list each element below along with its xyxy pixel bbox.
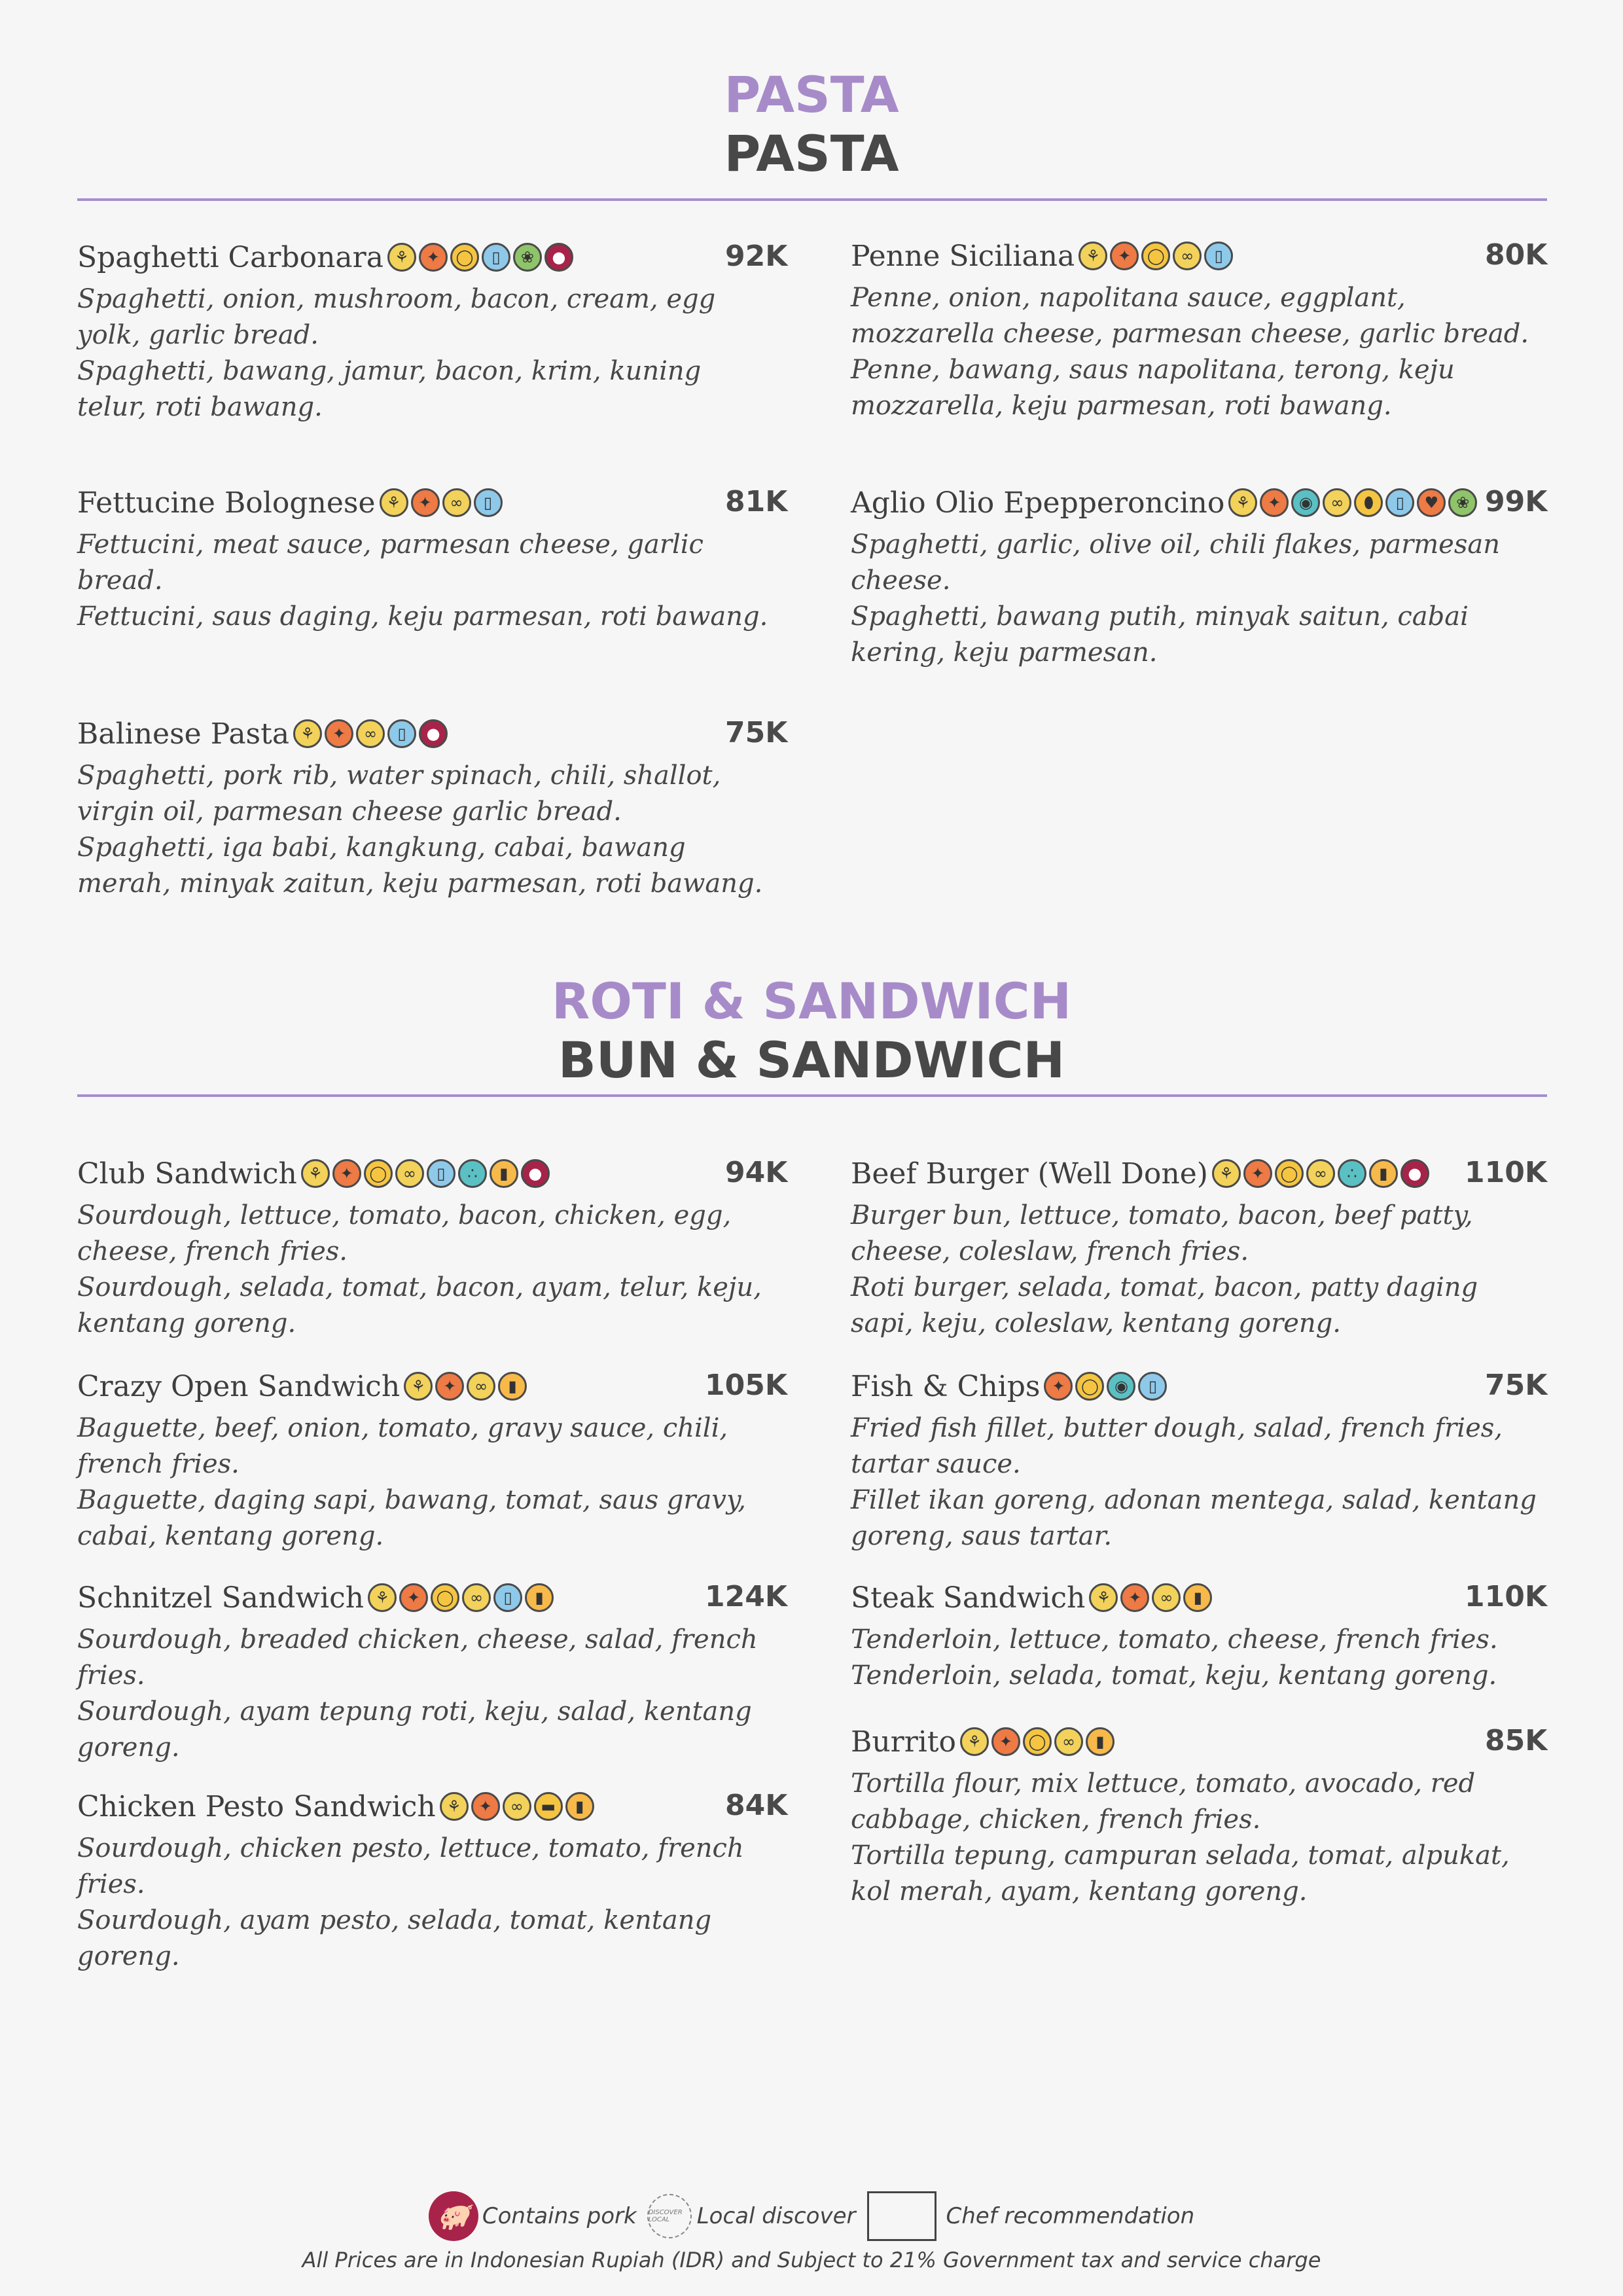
item-description-en: Fettucini, meat sauce, parmesan cheese, garlic bread. — [77, 529, 704, 596]
crustacean-icon: ✦ — [1044, 1372, 1073, 1401]
item-header — [851, 234, 1544, 278]
egg-icon: ◯ — [1141, 242, 1170, 270]
peanut-icon: ∞ — [356, 719, 385, 748]
item-description-en: Spaghetti, garlic, olive oil, chili flakes, parmesan cheese. — [851, 529, 1500, 596]
crustacean-icon: ✦ — [419, 243, 448, 272]
local-badge-text: DISCOVER LOCAL — [648, 2209, 683, 2223]
item-description-en: Burger bun, lettuce, tomato, bacon, beef patty, cheese, coleslaw, french fries. — [851, 1200, 1473, 1266]
item-description-id: Fillet ikan goreng, adonan mentega, salad, kentang goreng, saus tartar. — [851, 1485, 1537, 1551]
item-price: 92K — [725, 240, 788, 273]
mustard-icon: ▮ — [498, 1372, 527, 1401]
item-header — [77, 712, 771, 755]
item-header — [851, 481, 1544, 524]
peanut-icon: ∞ — [442, 488, 471, 517]
section-pasta-heading — [0, 65, 1623, 183]
item-name: Beef Burger (Well Done) — [851, 1157, 1208, 1191]
crustacean-icon: ✦ — [411, 488, 440, 517]
item-description-en: Fried fish fillet, butter dough, salad, french fries, tartar sauce. — [851, 1413, 1503, 1479]
menu-item — [77, 1576, 787, 1766]
item-price: 110K — [1465, 1580, 1547, 1613]
wheat-icon: ⚘ — [293, 719, 322, 748]
menu-item — [77, 236, 788, 425]
pork-icon: ● — [1400, 1159, 1429, 1188]
peanut-icon: ∞ — [462, 1583, 491, 1612]
peanut-icon: ∞ — [467, 1372, 495, 1401]
wheat-icon: ⚘ — [440, 1792, 469, 1821]
menu-item — [851, 234, 1548, 424]
item-price: 81K — [725, 485, 788, 518]
allergen-icons — [1079, 242, 1236, 270]
wheat-icon: ⚘ — [1212, 1159, 1241, 1188]
mustard-icon: ▮ — [525, 1583, 554, 1612]
item-name: Fish & Chips — [851, 1369, 1041, 1403]
pork-icon: ● — [544, 243, 573, 272]
allergen-icons — [293, 719, 450, 748]
item-description-id: Spaghetti, bawang, jamur, bacon, krim, kuning telur, roti bawang. — [77, 356, 702, 422]
legend-local-label: Local discover — [696, 2203, 856, 2229]
crustacean-icon: ✦ — [399, 1583, 428, 1612]
milk-icon: ▯ — [474, 488, 503, 517]
item-name: Schnitzel Sandwich — [77, 1581, 365, 1615]
peanut-icon: ∞ — [1054, 1727, 1083, 1756]
milk-icon: ▯ — [387, 719, 416, 748]
item-description-en: Tortilla flour, mix lettuce, tomato, avocado, red cabbage, chicken, french fries. — [851, 1768, 1476, 1835]
nut-icon: ⬮ — [1354, 488, 1383, 517]
item-price: 105K — [705, 1369, 787, 1402]
egg-icon: ◯ — [450, 243, 479, 272]
item-price: 75K — [725, 716, 788, 749]
wheat-icon: ⚘ — [404, 1372, 433, 1401]
item-name: Chicken Pesto Sandwich — [77, 1789, 436, 1823]
fish-icon: ◉ — [1291, 488, 1320, 517]
item-header — [851, 1576, 1544, 1619]
item-description-id: Baguette, daging sapi, bawang, tomat, saus gravy, cabai, kentang goreng. — [77, 1485, 746, 1551]
section-title-local: ROTI & SANDWICH — [551, 972, 1072, 1030]
legend — [0, 2191, 1623, 2241]
item-header — [77, 1152, 771, 1195]
item-name: Steak Sandwich — [851, 1581, 1086, 1615]
local-discover-icon — [647, 2194, 692, 2238]
allergen-icons — [404, 1372, 529, 1401]
item-name: Spaghetti Carbonara — [77, 240, 383, 274]
item-description-id: Tenderloin, selada, tomat, keju, kentang goreng. — [851, 1660, 1497, 1691]
item-description-id: Fettucini, saus daging, keju parmesan, roti bawang. — [77, 601, 768, 632]
item-name: Fettucine Bolognese — [77, 486, 376, 520]
mustard-icon: ▮ — [565, 1792, 594, 1821]
wheat-icon: ⚘ — [387, 243, 416, 272]
peanut-icon: ∞ — [1323, 488, 1351, 517]
item-description-en: Spaghetti, pork rib, water spinach, chili, shallot, virgin oil, parmesan cheese garlic bread. — [77, 761, 721, 827]
section-divider — [77, 1094, 1547, 1097]
mustard-icon: ▮ — [1086, 1727, 1115, 1756]
menu-item — [77, 712, 788, 902]
item-header — [77, 1785, 771, 1828]
item-header — [851, 1365, 1544, 1408]
crustacean-icon: ✦ — [1260, 488, 1289, 517]
item-name: Penne Siciliana — [851, 239, 1075, 273]
item-description-en: Sourdough, chicken pesto, lettuce, tomato, french fries. — [77, 1833, 744, 1899]
crustacean-icon: ✦ — [471, 1792, 500, 1821]
menu-item — [77, 481, 788, 635]
allergen-icons — [1089, 1583, 1215, 1612]
chef-recommendation-icon — [867, 2191, 936, 2241]
peanut-icon: ∞ — [503, 1792, 531, 1821]
item-price: 84K — [725, 1789, 788, 1822]
milk-icon: ▯ — [1385, 488, 1414, 517]
peanut-icon: ∞ — [395, 1159, 424, 1188]
item-description-id: Sourdough, ayam tepung roti, keju, salad, kentang goreng. — [77, 1696, 752, 1763]
allergen-icons — [1228, 488, 1480, 517]
crustacean-icon: ✦ — [325, 719, 353, 748]
item-name: Balinese Pasta — [77, 717, 290, 751]
milk-icon: ▯ — [1204, 242, 1233, 270]
item-description-id: Sourdough, ayam pesto, selada, tomat, kentang goreng. — [77, 1905, 712, 1971]
item-header — [77, 236, 771, 279]
item-description-en: Sourdough, breaded chicken, cheese, salad, french fries. — [77, 1624, 758, 1691]
menu-item — [851, 1576, 1547, 1694]
item-description-id: Spaghetti, bawang putih, minyak saitun, cabai kering, keju parmesan. — [851, 601, 1469, 668]
soy-icon: ❀ — [1448, 488, 1477, 517]
item-price: 80K — [1485, 238, 1548, 272]
wheat-icon: ⚘ — [368, 1583, 397, 1612]
wheat-icon: ⚘ — [1228, 488, 1257, 517]
milk-icon: ▯ — [493, 1583, 522, 1612]
mustard-icon: ▮ — [1369, 1159, 1398, 1188]
sesame-icon: ∴ — [1338, 1159, 1366, 1188]
wheat-icon: ⚘ — [960, 1727, 989, 1756]
fish-icon: ◉ — [1107, 1372, 1135, 1401]
menu-item — [77, 1365, 787, 1554]
wheat-icon: ⚘ — [301, 1159, 330, 1188]
bread-icon: ▬ — [534, 1792, 563, 1821]
section-sandwich-heading — [0, 972, 1623, 1090]
item-price: 99K — [1485, 485, 1548, 518]
item-header — [851, 1152, 1544, 1195]
egg-icon: ◯ — [431, 1583, 459, 1612]
item-name: Crazy Open Sandwich — [77, 1369, 401, 1403]
allergen-icons — [368, 1583, 556, 1612]
crustacean-icon: ✦ — [991, 1727, 1020, 1756]
section-title-en: PASTA — [724, 124, 899, 183]
item-description-id: Spaghetti, iga babi, kangkung, cabai, bawang merah, minyak zaitun, keju parmesan, roti bawang. — [77, 833, 763, 899]
shellfish-icon: ♥ — [1417, 488, 1446, 517]
egg-icon: ◯ — [1275, 1159, 1304, 1188]
crustacean-icon: ✦ — [435, 1372, 464, 1401]
allergen-icons — [1212, 1159, 1432, 1188]
price-note: All Prices are in Indonesian Rupiah (IDR) and Subject to 21% Government tax and service charge — [302, 2248, 1321, 2272]
item-price: 124K — [705, 1580, 787, 1613]
item-header — [77, 1576, 771, 1619]
crustacean-icon: ✦ — [1110, 242, 1139, 270]
milk-icon: ▯ — [482, 243, 510, 272]
allergen-icons — [440, 1792, 597, 1821]
milk-icon: ▯ — [1138, 1372, 1167, 1401]
allergen-icons — [1044, 1372, 1169, 1401]
peanut-icon: ∞ — [1306, 1159, 1335, 1188]
mustard-icon: ▮ — [1183, 1583, 1212, 1612]
item-description-id: Sourdough, selada, tomat, bacon, ayam, telur, keju, kentang goreng. — [77, 1272, 762, 1338]
pork-icon: ● — [521, 1159, 550, 1188]
item-description-id: Tortilla tepung, campuran selada, tomat, alpukat, kol merah, ayam, kentang goreng. — [851, 1840, 1510, 1907]
wheat-icon: ⚘ — [380, 488, 408, 517]
item-name: Club Sandwich — [77, 1157, 297, 1191]
legend-pork-label: Contains pork — [482, 2203, 637, 2229]
allergen-icons — [380, 488, 505, 517]
item-name: Burrito — [851, 1725, 956, 1759]
wheat-icon: ⚘ — [1089, 1583, 1118, 1612]
section-title-local: PASTA — [724, 65, 899, 124]
item-price: 94K — [725, 1156, 788, 1189]
item-description-id: Penne, bawang, saus napolitana, terong, keju mozzarella, keju parmesan, roti bawang. — [851, 355, 1455, 421]
allergen-icons — [387, 243, 576, 272]
wheat-icon: ⚘ — [1079, 242, 1107, 270]
pork-icon: 🐖 — [429, 2191, 478, 2241]
item-description-id: Roti burger, selada, tomat, bacon, patty daging sapi, keju, coleslaw, kentang goreng. — [851, 1272, 1478, 1338]
item-price: 75K — [1485, 1369, 1548, 1402]
item-header — [77, 1365, 771, 1408]
section-divider — [77, 198, 1547, 201]
crustacean-icon: ✦ — [1120, 1583, 1149, 1612]
section-title-en: BUN & SANDWICH — [558, 1031, 1065, 1089]
menu-item — [77, 1152, 788, 1342]
item-price: 110K — [1465, 1156, 1547, 1189]
peanut-icon: ∞ — [1173, 242, 1202, 270]
egg-icon: ◯ — [1075, 1372, 1104, 1401]
crustacean-icon: ✦ — [1243, 1159, 1272, 1188]
item-description-en: Tenderloin, lettuce, tomato, cheese, french fries. — [851, 1624, 1498, 1655]
item-price: 85K — [1485, 1724, 1548, 1757]
allergen-icons — [960, 1727, 1117, 1756]
item-description-en: Sourdough, lettuce, tomato, bacon, chicken, egg, cheese, french fries. — [77, 1200, 732, 1266]
legend-chef-label: Chef recommendation — [946, 2203, 1195, 2229]
peanut-icon: ∞ — [1152, 1583, 1181, 1612]
menu-item — [851, 481, 1548, 671]
menu-item — [851, 1152, 1547, 1342]
allergen-icons — [301, 1159, 552, 1188]
item-header — [851, 1720, 1544, 1763]
egg-icon: ◯ — [364, 1159, 393, 1188]
soy-icon: ❀ — [513, 243, 542, 272]
item-description-en: Baguette, beef, onion, tomato, gravy sauce, chili, french fries. — [77, 1413, 728, 1479]
mustard-icon: ▮ — [490, 1159, 518, 1188]
sesame-icon: ∴ — [458, 1159, 487, 1188]
pork-icon: ● — [419, 719, 448, 748]
menu-item — [77, 1785, 788, 1975]
item-description-en: Spaghetti, onion, mushroom, bacon, cream, egg yolk, garlic bread. — [77, 284, 716, 350]
item-header — [77, 481, 771, 524]
item-description-en: Penne, onion, napolitana sauce, eggplant, mozzarella cheese, parmesan cheese, garlic bread. — [851, 283, 1529, 349]
egg-icon: ◯ — [1023, 1727, 1052, 1756]
milk-icon: ▯ — [427, 1159, 455, 1188]
menu-item — [851, 1365, 1548, 1554]
item-name: Aglio Olio Epepperoncino — [851, 486, 1225, 520]
menu-item — [851, 1720, 1548, 1910]
crustacean-icon: ✦ — [332, 1159, 361, 1188]
